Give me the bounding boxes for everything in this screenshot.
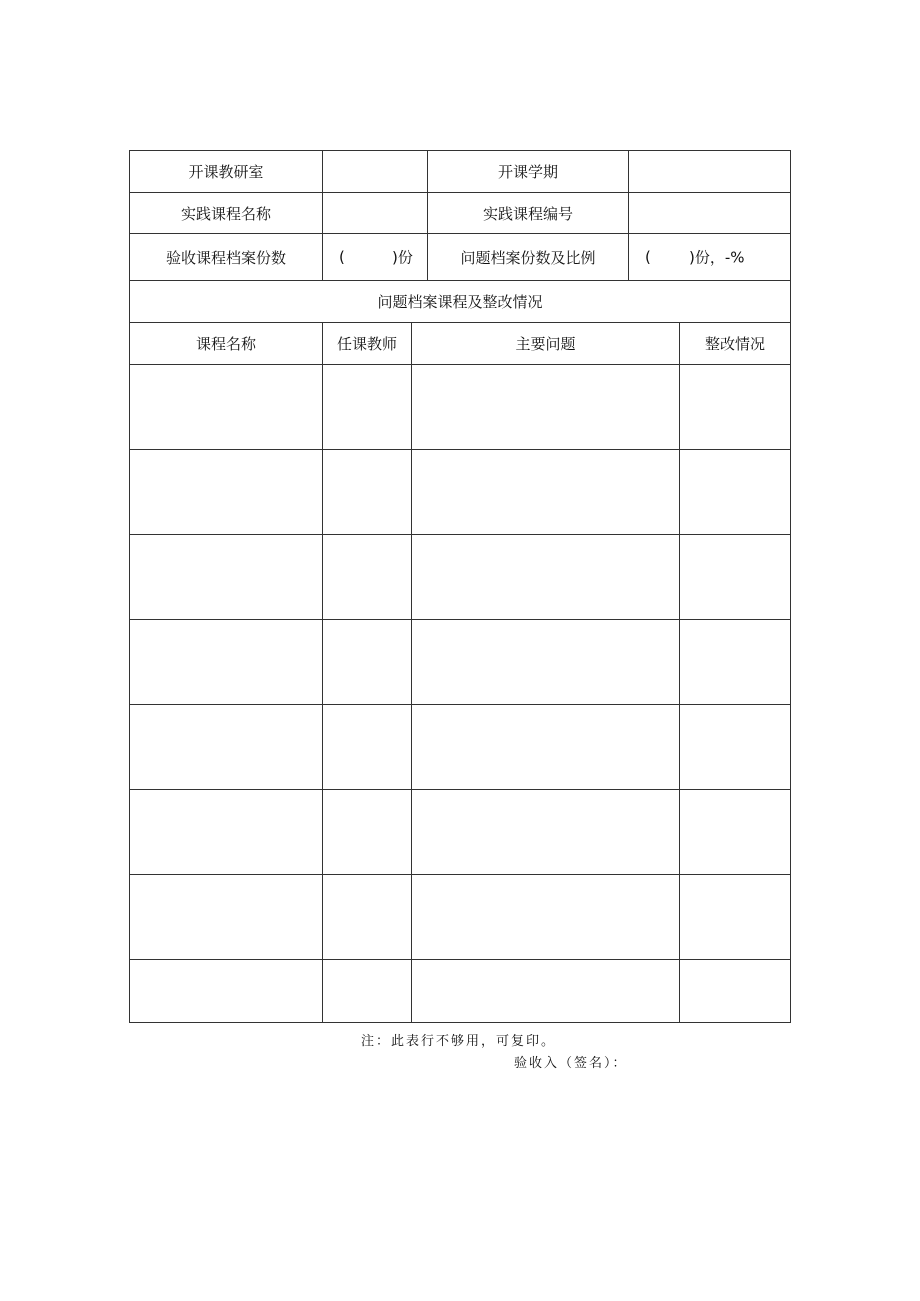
course-code-label: 实践课程编号 xyxy=(428,193,629,234)
course-name-cell[interactable] xyxy=(130,960,323,1023)
problem-courses-table xyxy=(129,322,791,1023)
course-name-cell[interactable] xyxy=(130,620,323,705)
column-header-rectification: 整改情况 xyxy=(680,323,791,365)
term-label: 开课学期 xyxy=(428,151,629,193)
problem-count-field[interactable] xyxy=(629,234,791,281)
term-value-field[interactable] xyxy=(629,151,791,193)
column-header-main-issues: 主要问题 xyxy=(412,323,680,365)
rectification-cell[interactable] xyxy=(680,620,791,705)
rectification-cell[interactable] xyxy=(680,790,791,875)
accepted-count-label: 验收课程档案份数 xyxy=(130,234,323,281)
problem-count-open-paren: ( xyxy=(645,248,651,266)
rectification-cell[interactable] xyxy=(680,960,791,1023)
course-name-cell[interactable] xyxy=(130,875,323,960)
row-dept-term xyxy=(130,151,791,193)
teacher-cell[interactable] xyxy=(323,450,412,535)
footnote: 注：此表行不够用，可复印。 xyxy=(361,1034,557,1049)
teacher-cell[interactable] xyxy=(323,535,412,620)
accepted-count-unit: )份 xyxy=(392,248,413,267)
main-issues-cell[interactable] xyxy=(412,365,680,450)
teacher-cell[interactable] xyxy=(323,960,412,1023)
main-issues-cell[interactable] xyxy=(412,620,680,705)
dept-label: 开课教研室 xyxy=(130,151,323,193)
table-row xyxy=(130,365,791,450)
row-course-name-code xyxy=(130,193,791,234)
rectification-cell[interactable] xyxy=(680,705,791,790)
teacher-cell[interactable] xyxy=(323,790,412,875)
teacher-cell[interactable] xyxy=(323,365,412,450)
course-name-cell[interactable] xyxy=(130,790,323,875)
main-issues-cell[interactable] xyxy=(412,960,680,1023)
course-name-cell[interactable] xyxy=(130,535,323,620)
table-row xyxy=(130,535,791,620)
main-issues-cell[interactable] xyxy=(412,450,680,535)
form-header-table xyxy=(129,150,791,323)
problem-count-unit: )份，-% xyxy=(689,248,745,267)
table-row xyxy=(130,450,791,535)
rectification-cell[interactable] xyxy=(680,450,791,535)
teacher-cell[interactable] xyxy=(323,875,412,960)
row-archive-counts xyxy=(130,234,791,281)
row-section-title xyxy=(130,281,791,323)
rectification-cell[interactable] xyxy=(680,535,791,620)
table-header-row xyxy=(130,323,791,365)
main-issues-cell[interactable] xyxy=(412,705,680,790)
rectification-cell[interactable] xyxy=(680,365,791,450)
table-row xyxy=(130,620,791,705)
signature-line: 验收入（签名）： xyxy=(514,1056,628,1071)
course-name-cell[interactable] xyxy=(130,450,323,535)
table-row xyxy=(130,875,791,960)
section-title: 问题档案课程及整改情况 xyxy=(130,281,791,323)
course-name-cell[interactable] xyxy=(130,705,323,790)
table-row xyxy=(130,790,791,875)
column-header-teacher: 任课教师 xyxy=(323,323,412,365)
teacher-cell[interactable] xyxy=(323,705,412,790)
table-row xyxy=(130,705,791,790)
column-header-course-name: 课程名称 xyxy=(130,323,323,365)
rectification-cell[interactable] xyxy=(680,875,791,960)
main-issues-cell[interactable] xyxy=(412,790,680,875)
course-name-cell[interactable] xyxy=(130,365,323,450)
course-name-label: 实践课程名称 xyxy=(130,193,323,234)
dept-value-field[interactable] xyxy=(323,151,428,193)
accepted-count-open-paren: ( xyxy=(339,248,345,266)
main-issues-cell[interactable] xyxy=(412,535,680,620)
table-row xyxy=(130,960,791,1023)
course-name-value-field[interactable] xyxy=(323,193,428,234)
main-issues-cell[interactable] xyxy=(412,875,680,960)
problem-count-label: 问题档案份数及比例 xyxy=(428,234,629,281)
accepted-count-field[interactable] xyxy=(323,234,428,281)
archive-acceptance-form xyxy=(129,150,790,1023)
course-code-value-field[interactable] xyxy=(629,193,791,234)
teacher-cell[interactable] xyxy=(323,620,412,705)
